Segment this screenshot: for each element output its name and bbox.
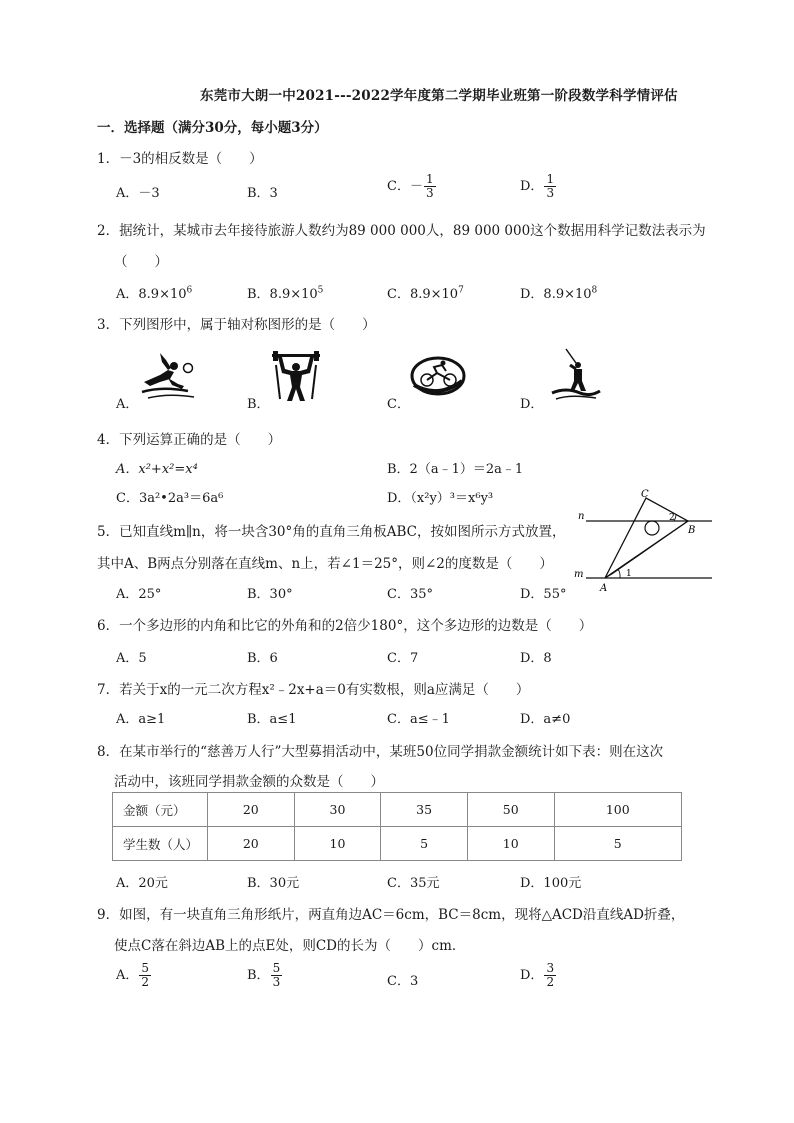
q9-d-denominator: 2 (546, 975, 555, 989)
cyclist-icon (410, 355, 466, 397)
q1-option-c-label: C． (387, 179, 410, 194)
question-8-line-2: 活动中，该班同学捐款金额的众数是（ ） (114, 774, 384, 790)
page-title: 东莞市大朗一中2021---2022学年度第二学期毕业班第一阶段数学科学情评估 (200, 88, 678, 104)
q9-option-a-fraction (139, 962, 151, 989)
question-4-stem: 4．下列运算正确的是（ ） (97, 432, 282, 448)
q5-label-a: A (600, 583, 608, 594)
q7-option-b: B．a≤1 (247, 712, 297, 727)
donation-table (112, 792, 682, 861)
q9-option-b-fraction (271, 962, 283, 989)
q1-option-d (520, 173, 557, 200)
q9-option-d (520, 962, 557, 989)
volleyball-player-icon (138, 348, 204, 402)
table-cell: 10 (467, 827, 554, 861)
table-cell: 50 (467, 793, 554, 827)
q5-label-b: B (688, 525, 696, 536)
q2-d-exponent: 8 (591, 285, 598, 296)
table-cell: 30 (294, 793, 381, 827)
q4-option-d: D．（x²y）³＝x⁶y³ (387, 491, 494, 506)
table-cell: 5 (381, 827, 468, 861)
table-cell: 10 (294, 827, 381, 861)
q9-option-a (116, 962, 152, 989)
q1-option-d-fraction (544, 173, 556, 200)
q1-c-numerator: 1 (425, 172, 434, 186)
question-9-line-1: 9．如图，有一块直角三角形纸片，两直角边AC＝6cm，BC＝8cm，现将△ACD沿直线AD折叠， (97, 907, 685, 923)
table-cell: 35 (381, 793, 468, 827)
q6-option-d: D．8 (520, 651, 552, 666)
question-9-line-2: 使点C落在斜边AB上的点E处，则CD的长为（ ）cm． (114, 938, 466, 954)
question-5-line-2: 其中A、B两点分别落在直线m、n上，若∠1＝25°，则∠2的度数是（ ） (97, 556, 553, 572)
q9-b-denominator: 3 (272, 975, 281, 989)
question-7-stem: 7．若关于x的一元二次方程x²﹣2x+a＝0有实数根，则a应满足（ ） (97, 682, 530, 698)
table-cell: 金额（元） (113, 793, 208, 827)
question-2-stem: 2．据统计，某城市去年接待旅游人数约为89 000 000人，89 000 000这个数据用科学记数法表示为 (97, 223, 706, 239)
q7-option-a: A．a≥1 (116, 712, 166, 727)
q9-option-d-fraction (544, 962, 556, 989)
q1-option-d-label: D． (520, 179, 544, 194)
question-6-stem: 6．一个多边形的内角和比它的外角和的2倍少180°，这个多边形的边数是（ ） (97, 618, 593, 634)
q3-option-b: B． (247, 397, 270, 412)
table-cell: 100 (554, 793, 681, 827)
q1-d-numerator: 1 (546, 172, 555, 186)
q2-a-base: A．8.9×10 (116, 287, 187, 302)
question-8-line-1: 8．在某市举行的“慈善万人行”大型募捐活动中，某班50位同学捐款金额统计如下表：则在这次 (97, 744, 664, 760)
q2-c-exponent: 7 (458, 285, 464, 296)
q7-option-d: D．a≠0 (520, 712, 571, 727)
q9-option-b-label: B． (247, 968, 270, 983)
q2-option-c (387, 283, 464, 302)
q8-option-d: D．100元 (520, 876, 582, 891)
q5-triangle-figure (570, 488, 715, 596)
q6-option-c: C．7 (387, 651, 419, 666)
q5-option-b: B．30° (247, 587, 293, 602)
q2-c-base: C．8.9×10 (387, 287, 459, 302)
q5-label-n: n (578, 511, 585, 522)
q3-option-d: D． (520, 397, 544, 412)
q5-option-a: A．25° (116, 587, 162, 602)
q2-b-exponent: 5 (317, 285, 324, 296)
question-1-stem: 1．－3的相反数是（ ） (97, 151, 263, 167)
q1-option-c-sign: － (409, 179, 423, 194)
q8-option-b: B．30元 (247, 876, 300, 891)
section-heading: 一．选择题（满分30分，每小题3分） (97, 120, 328, 136)
q1-option-c-fraction (424, 173, 436, 200)
golfer-icon (546, 347, 602, 403)
q8-option-c: C．35元 (387, 876, 440, 891)
q2-option-a (116, 283, 192, 302)
q5-angle-1: 1 (626, 569, 632, 579)
q8-option-a: A．20元 (116, 876, 168, 891)
q2-option-d (520, 283, 597, 302)
q2-a-exponent: 6 (186, 285, 193, 296)
q4-option-b: B．2（a﹣1）＝2a﹣1 (387, 462, 524, 477)
q9-a-denominator: 2 (141, 975, 150, 989)
q1-option-a: A．－3 (116, 186, 160, 201)
table-row (113, 793, 682, 827)
q9-a-numerator: 5 (141, 961, 150, 975)
q1-option-b: B．3 (247, 186, 278, 201)
q6-option-b: B．6 (247, 651, 278, 666)
q5-option-c: C．35° (387, 587, 433, 602)
table-row (113, 827, 682, 861)
q1-d-denominator: 3 (546, 186, 555, 200)
weightlifter-icon (270, 351, 322, 403)
q1-option-c (387, 173, 437, 200)
question-2-paren: （ ） (114, 254, 168, 270)
q3-option-a: A． (116, 397, 139, 412)
q6-option-a: A．5 (116, 651, 147, 666)
table-cell: 学生数（人） (113, 827, 208, 861)
q7-option-c: C．a≤﹣1 (387, 712, 450, 727)
table-cell: 20 (208, 793, 295, 827)
q3-option-c: C． (387, 397, 410, 412)
q9-b-numerator: 5 (272, 961, 281, 975)
q1-c-denominator: 3 (425, 186, 434, 200)
q9-option-b (247, 962, 283, 989)
q2-option-b (247, 283, 323, 302)
q5-label-c: C (641, 489, 649, 500)
question-3-stem: 3．下列图形中，属于轴对称图形的是（ ） (97, 317, 376, 333)
table-cell: 5 (554, 827, 681, 861)
q5-option-d: D．55° (520, 587, 567, 602)
q4-option-c: C．3a²•2a³＝6a⁶ (116, 491, 224, 506)
q2-d-base: D．8.9×10 (520, 287, 592, 302)
question-5-line-1: 5．已知直线m∥n，将一块含30°角的直角三角板ABC，按如图所示方式放置， (97, 524, 566, 540)
q2-b-base: B．8.9×10 (247, 287, 318, 302)
q9-option-a-label: A． (116, 968, 139, 983)
q5-angle-2: 2 (669, 513, 675, 523)
q9-option-d-label: D． (520, 968, 544, 983)
q5-label-m: m (574, 569, 584, 580)
q9-option-c: C．3 (387, 974, 419, 989)
table-cell: 20 (208, 827, 295, 861)
q9-d-numerator: 3 (546, 961, 555, 975)
q4-option-a: A．x²+x²=x⁴ (116, 462, 198, 477)
